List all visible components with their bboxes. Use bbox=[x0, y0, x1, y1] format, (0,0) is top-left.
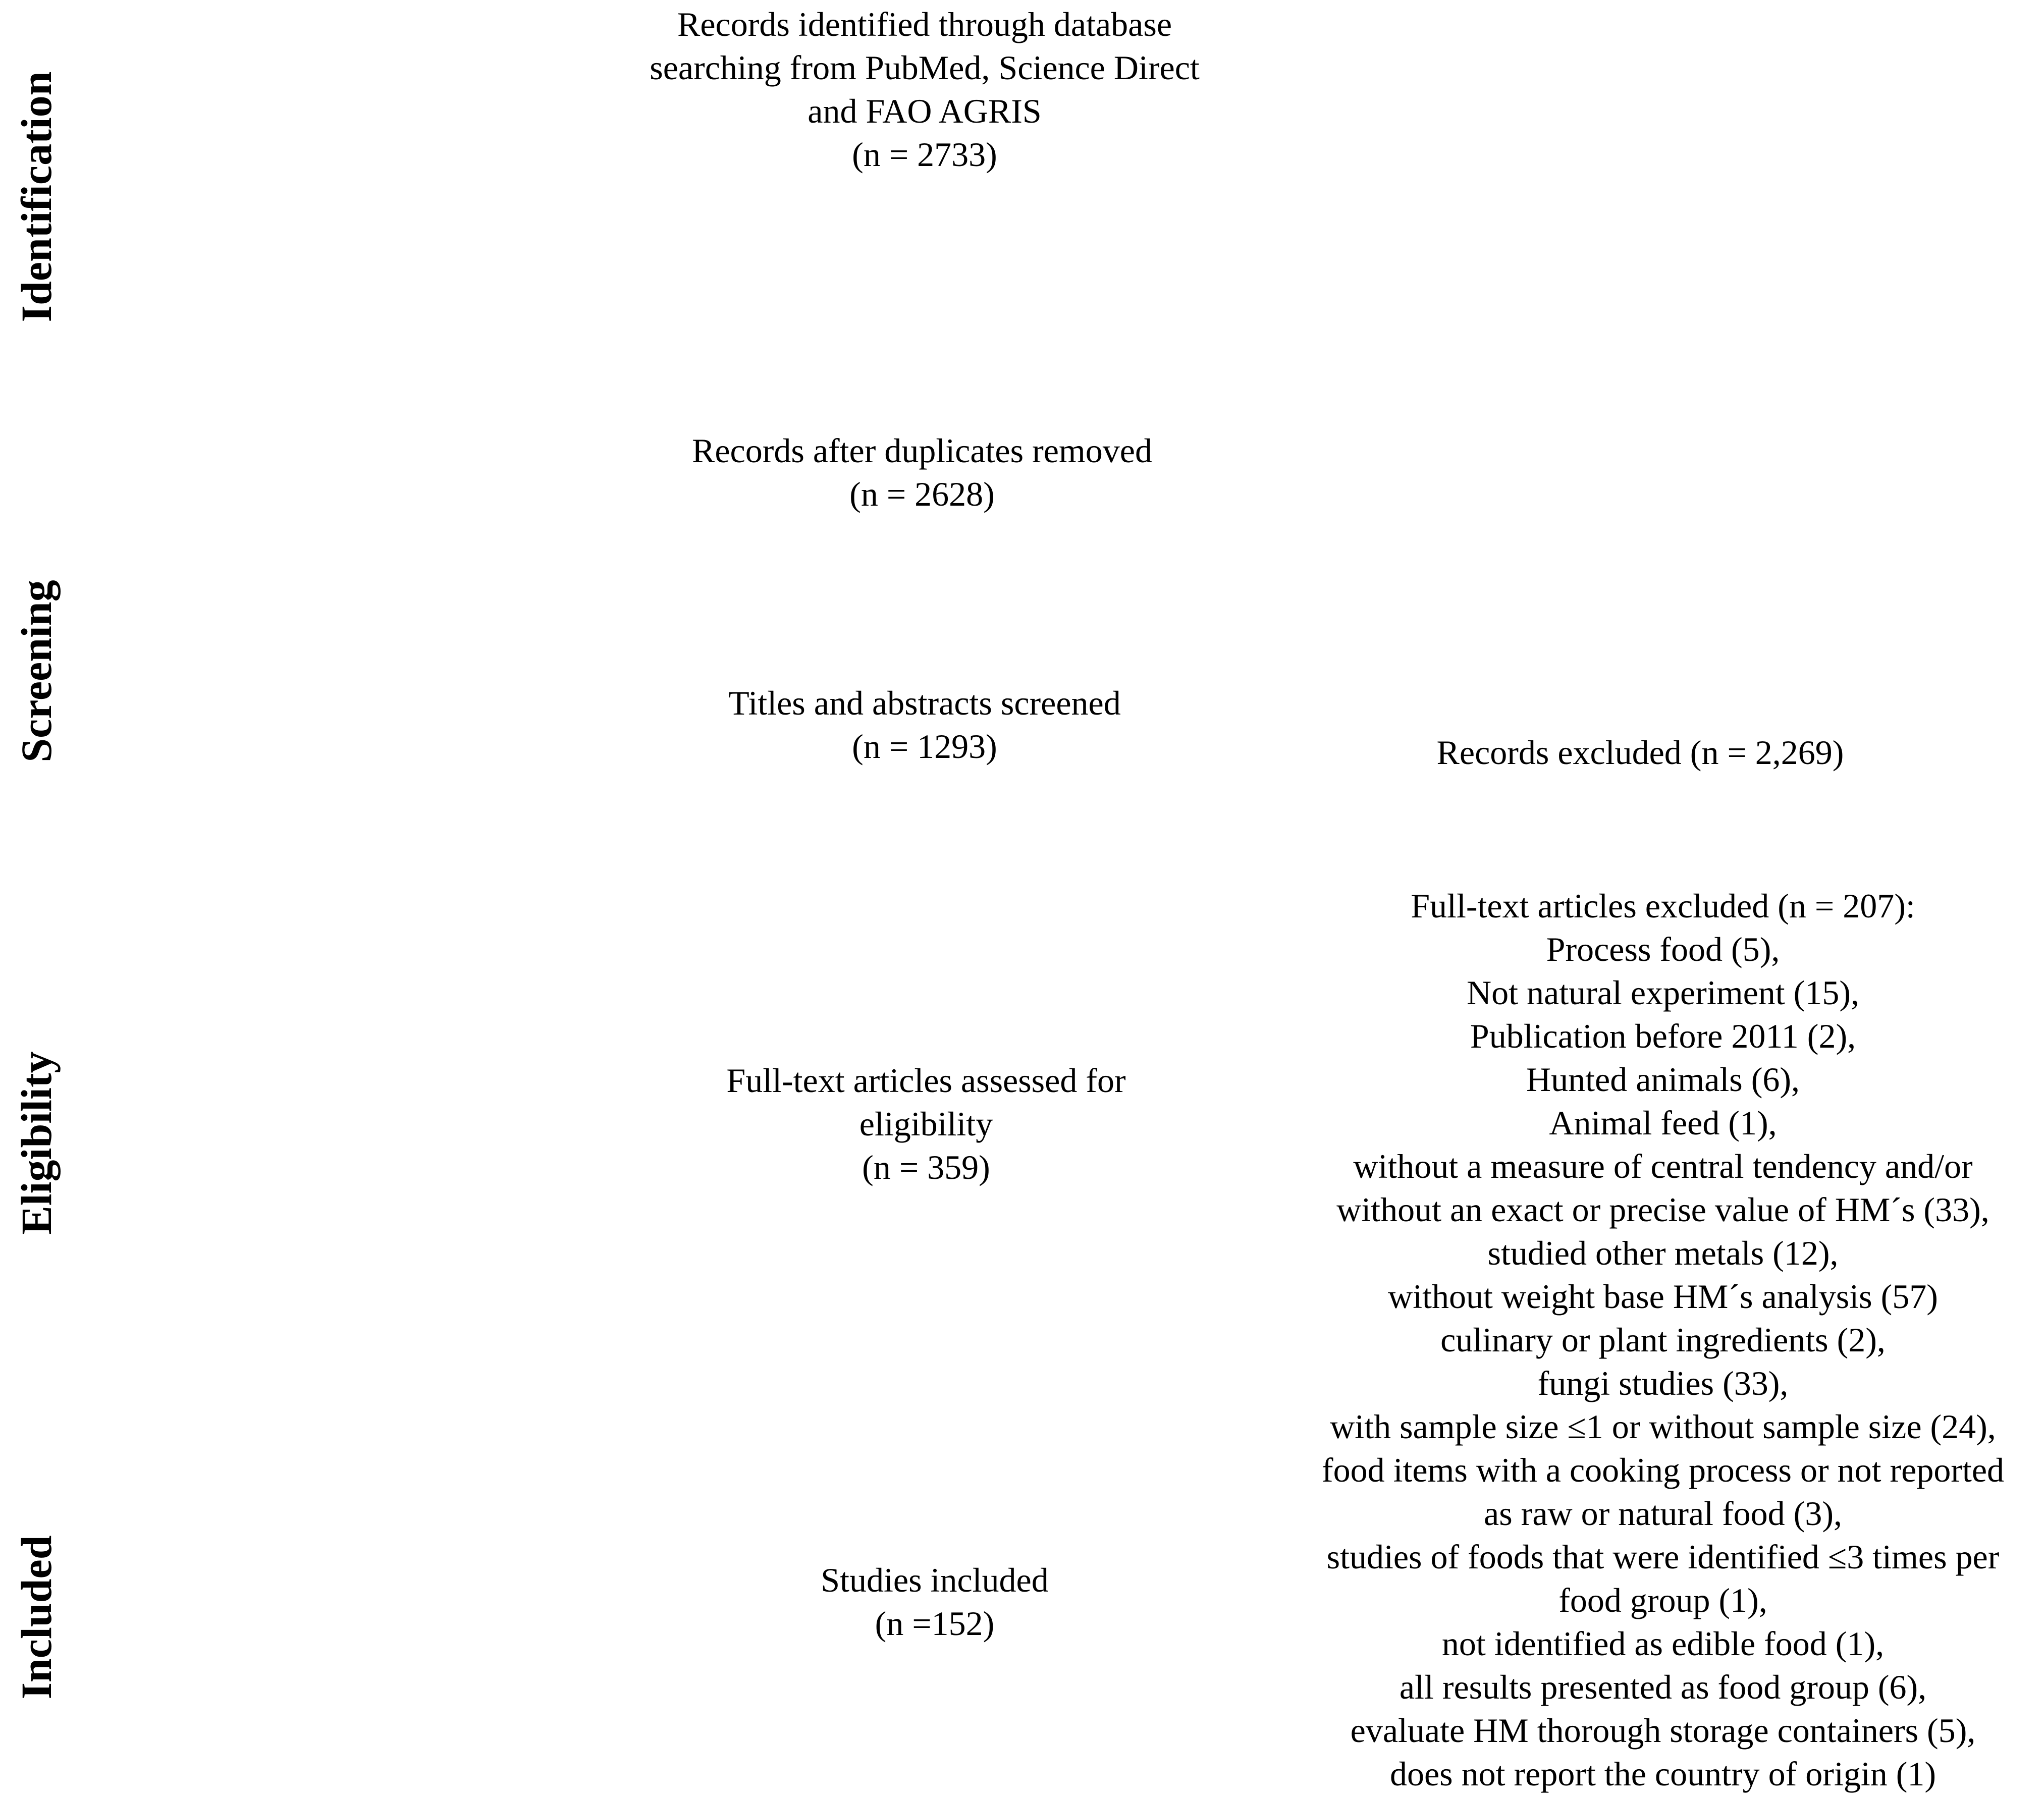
stage-label-included: Included bbox=[12, 1535, 61, 1700]
exclusion-reason: Hunted animals (6), bbox=[1526, 1060, 1800, 1099]
studies-included-box bbox=[821, 1558, 1048, 1645]
after-duplicates-count: (n = 2628) bbox=[849, 475, 995, 513]
exclusion-reason: without an exact or precise value of HM´s (33), bbox=[1336, 1190, 1989, 1229]
after-duplicates-label: Records after duplicates removed bbox=[692, 431, 1152, 470]
stage-label-screening: Screening bbox=[12, 580, 61, 763]
stage-label-eligibility: Eligibility bbox=[12, 1051, 61, 1235]
exclusion-reason: without weight base HM´s analysis (57) bbox=[1388, 1277, 1938, 1316]
exclusion-reason: studies of foods that were identified ≤3 times per bbox=[1326, 1538, 2000, 1576]
exclusion-reason: Not natural experiment (15), bbox=[1467, 973, 1859, 1012]
fulltext-excluded-heading: Full-text articles excluded (n = 207): bbox=[1411, 887, 1915, 925]
exclusion-reason: with sample size ≤1 or without sample size (24), bbox=[1330, 1407, 1996, 1446]
fulltext-assessed-line: Full-text articles assessed for bbox=[726, 1061, 1126, 1100]
exclusion-reason: without a measure of central tendency and/or bbox=[1353, 1147, 1973, 1185]
exclusion-reason: Animal feed (1), bbox=[1549, 1104, 1777, 1142]
exclusion-reason: Publication before 2011 (2), bbox=[1470, 1017, 1856, 1055]
records-identified-box bbox=[650, 3, 1200, 176]
exclusion-reason: culinary or plant ingredients (2), bbox=[1440, 1321, 1886, 1359]
screened-label: Titles and abstracts screened bbox=[728, 684, 1121, 722]
fulltext-assessed-count: (n = 359) bbox=[862, 1148, 990, 1186]
screened-count: (n = 1293) bbox=[852, 727, 997, 766]
exclusion-reason: evaluate HM thorough storage containers (5), bbox=[1350, 1711, 1976, 1750]
exclusion-reason: Process food (5), bbox=[1546, 930, 1780, 968]
exclusion-reason: does not report the country of origin (1) bbox=[1389, 1755, 1937, 1793]
exclusion-reason: fungi studies (33), bbox=[1537, 1364, 1789, 1402]
exclusion-reason: all results presented as food group (6), bbox=[1399, 1668, 1927, 1706]
titles-abstracts-screened-box bbox=[728, 681, 1120, 768]
exclusion-reason: studied other metals (12), bbox=[1487, 1234, 1839, 1272]
records-identified-line: Records identified through database bbox=[677, 5, 1172, 43]
records-excluded-label: Records excluded (n = 2,269) bbox=[1436, 733, 1844, 772]
records-excluded-box bbox=[1437, 731, 1844, 774]
exclusion-reason: as raw or natural food (3), bbox=[1484, 1494, 1842, 1533]
exclusion-reason: not identified as edible food (1), bbox=[1441, 1624, 1885, 1663]
studies-included-label: Studies included bbox=[821, 1561, 1049, 1599]
exclusion-reason: food group (1), bbox=[1558, 1581, 1767, 1619]
exclusion-reason: food items with a cooking process or not reported bbox=[1321, 1451, 2005, 1489]
records-identified-line: and FAO AGRIS bbox=[808, 92, 1042, 130]
records-after-duplicates-box bbox=[692, 429, 1152, 516]
stage-label-identification: Identification bbox=[12, 71, 61, 322]
fulltext-excluded-box bbox=[1322, 884, 2004, 1795]
records-identified-line: searching from PubMed, Science Direct bbox=[650, 48, 1200, 87]
records-identified-count: (n = 2733) bbox=[852, 135, 997, 174]
studies-included-count: (n =152) bbox=[875, 1604, 995, 1643]
fulltext-assessed-box bbox=[726, 1059, 1125, 1189]
fulltext-assessed-line: eligibility bbox=[859, 1105, 993, 1143]
